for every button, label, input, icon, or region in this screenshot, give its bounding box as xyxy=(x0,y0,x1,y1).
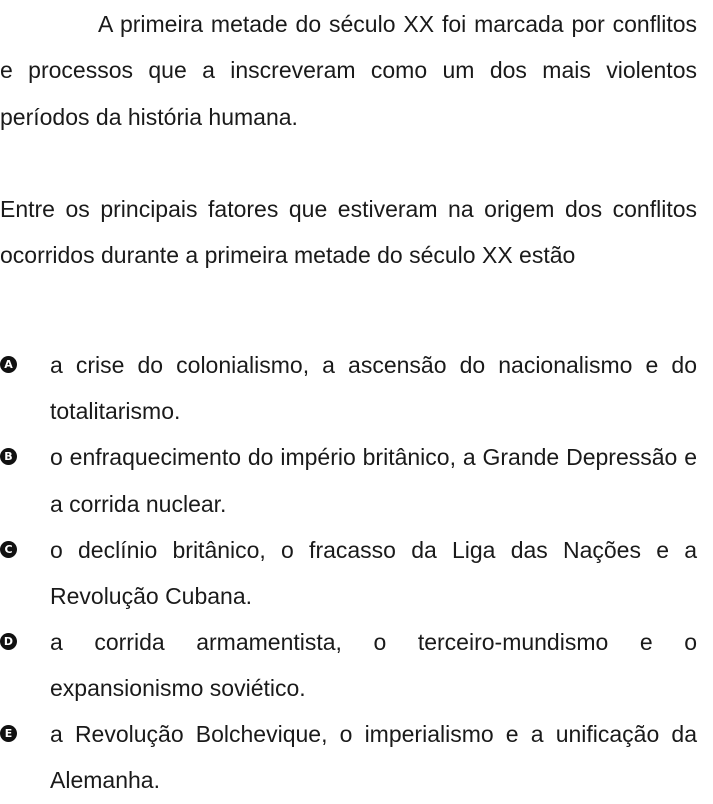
option-a-letter-badge: A xyxy=(0,356,17,373)
option-c-text: o declínio britânico, o fracasso da Liga das Nações e a Revolução Cubana. xyxy=(50,536,697,609)
option-c-letter-badge: C xyxy=(0,541,17,558)
question-stem: Entre os principais fatores que estiveram na origem dos conflitos ocorridos durante a primeira metade do século XX estão xyxy=(0,196,697,269)
option-a[interactable] xyxy=(0,342,697,435)
option-d-text: a corrida armamentista, o terceiro-mundismo e o expansionismo soviético. xyxy=(50,628,697,702)
option-c[interactable] xyxy=(0,527,697,620)
answer-options-list xyxy=(0,342,697,803)
intro-paragraph: A primeira metade do século XX foi marcada por conflitos e processos que a inscreveram como um dos mais violentos períodos da história humana. xyxy=(0,11,697,130)
option-b-text: o enfraquecimento do império britânico, a Grande Depressão e a corrida nuclear. xyxy=(50,444,697,517)
option-d[interactable] xyxy=(0,619,697,712)
option-e-text: a Revolução Bolchevique, o imperialismo e a unificação da Alemanha. xyxy=(50,721,697,794)
option-d-letter-badge: D xyxy=(0,633,17,650)
option-e[interactable] xyxy=(0,711,697,804)
option-a-text: a crise do colonialismo, a ascensão do nacionalismo e do totalitarismo. xyxy=(50,352,697,425)
option-b-letter-badge: B xyxy=(0,448,17,465)
option-e-letter-badge: E xyxy=(0,725,17,742)
option-b[interactable] xyxy=(0,434,697,527)
